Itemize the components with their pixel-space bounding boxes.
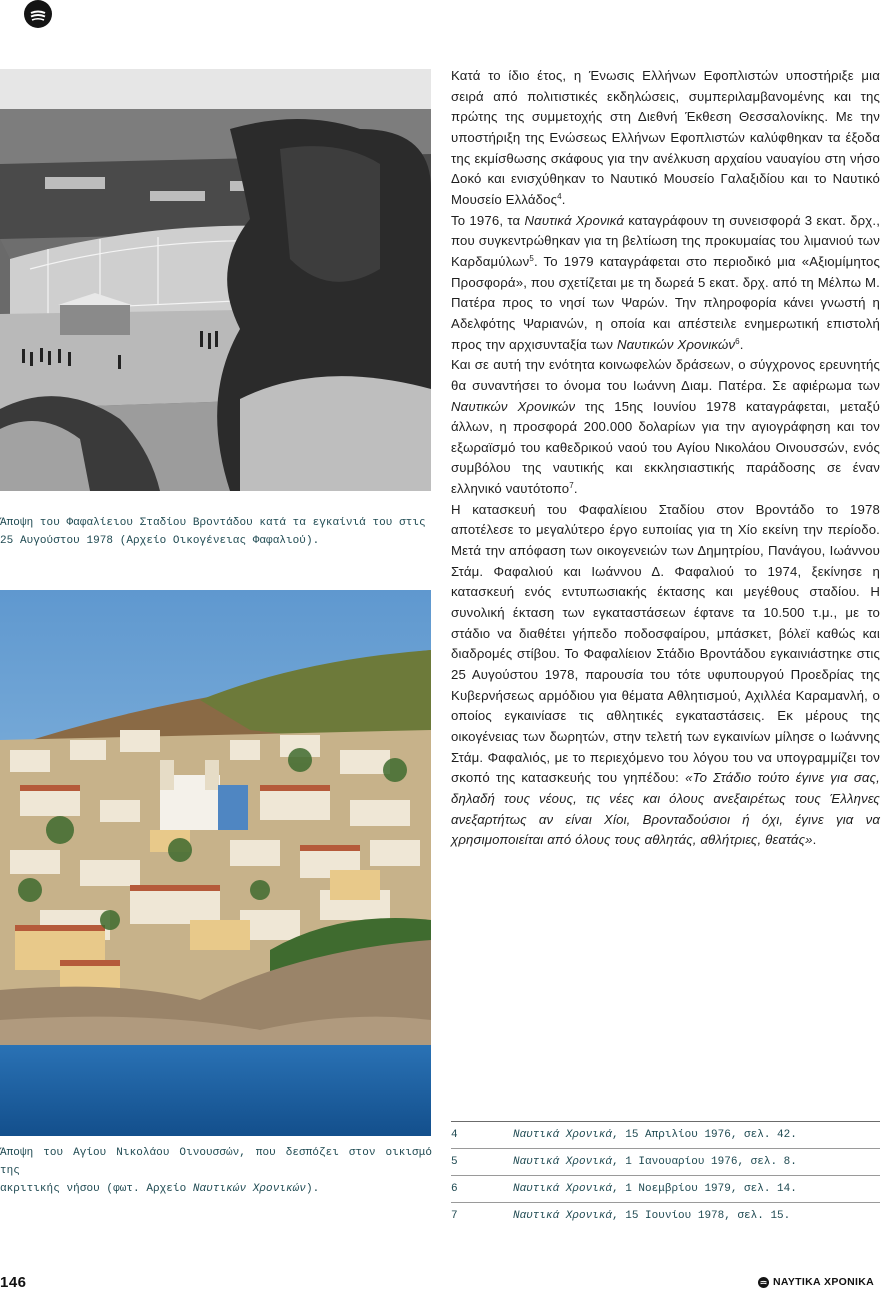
oinousses-caption-line2 [0, 1180, 432, 1198]
footnote-source: Ναυτικά Χρονικά [513, 1129, 613, 1141]
publication-name: ΝΑΥΤΙΚΑ ΧΡΟΝΙΚΑ [773, 1276, 874, 1288]
footnote-source: Ναυτικά Χρονικά [513, 1156, 613, 1168]
footnote-detail: , 1 Νοεμβρίου 1979, σελ. 14. [612, 1183, 797, 1195]
paragraph-4 [451, 500, 880, 851]
publication-brand [758, 1276, 874, 1288]
paragraph-text: Και σε αυτή την ενότητα κοινωφελών δράσεων, ο σύγχρονος ερευνητής θα συναντήσει το όνομα του Ιωάννη Διαμ. Πατέρα. Σε αφιέρωμα των [451, 357, 880, 393]
footnote-source: Ναυτικά Χρονικά [513, 1183, 613, 1195]
stadium-caption [0, 514, 432, 550]
article-body [451, 66, 880, 851]
paragraph-text: καταγράφουν τη συνεισφορά 3 εκατ. δρχ., που συγκεντρώθηκαν για τη βελτίωση της προκυμαίας του λιμανιού των Καρδαμύλων [451, 212, 881, 269]
caption-italic-source: Ναυτικών Χρονικών [192, 1183, 306, 1195]
page-number: 146 [0, 1274, 27, 1291]
stadium-photo [0, 69, 431, 491]
footnote-ref: 4 [557, 191, 562, 201]
paragraph-text: . [573, 481, 578, 497]
caption-text: ). [305, 1183, 320, 1195]
italic-quote: «Το Στάδιο τούτο έγινε για σας, δηλαδή τους νέους, τις νέες και όλους ανεξαιρέτως τους Έλληνες ανεξαρτήτως αν είναι Χίοι, Βρονταδούσιοι ή όχι, έγινε για να χρησιμοποιείται από όλους τους αθλητάς, αθλήτριες, θεατάς» [451, 770, 880, 848]
paragraph-text: της 15ης Ιουνίου 1978 καταγράφεται, μεταξύ άλλων, η προσφορά 200.000 δολαρίων για την αγιογράφηση και τον εξωραϊσμό του καθεδρικού ναού του Αγίου Νικολάου Οινουσσών, ενός συμβόλου της ναυτικής και εκκλησιαστικής παράδοσης σε έναν ελληνικό ναυτότοπο [451, 398, 880, 497]
footnote-row [451, 1149, 880, 1176]
paragraph-text: . [739, 336, 744, 352]
italic-title: Ναυτικών Χρονικών [451, 398, 576, 414]
paragraph-text: Κατά το ίδιο έτος, η Ένωσις Ελλήνων Εφοπλιστών υποστήριξε μια σειρά από πολιτιστικές εκδηλώσεις, συμπεριλαμβανομένης και της πρώτης της συμμετοχής στη Διεθνή Έκθεση Θεσσαλονίκης. Με την υποστήριξη της Ενώσεως Ελλήνων Εφοπλιστών καλύφθηκαν τα έξοδα της εκμίσθωσης σκάφους για την ανέλκυση αρχαίου ναυαγίου στη νήσο Δοκό και ενισχύθηκαν το Ναυτικό Μουσείο Γαλαξιδίου και το Ναυτικό Μουσείο Ελλάδος [451, 68, 880, 207]
footnote-source: Ναυτικά Χρονικά [513, 1210, 613, 1222]
italic-title: Ναυτικών Χρονικών [616, 336, 736, 352]
footnote-detail: , 15 Ιουνίου 1978, σελ. 15. [612, 1210, 791, 1222]
paragraph-3 [451, 355, 880, 500]
caption-text: ακριτικής νήσου (φωτ. Αρχείο [0, 1183, 193, 1195]
footnotes [451, 1121, 880, 1229]
ship-wave-icon [24, 0, 52, 28]
ship-wave-icon [758, 1277, 769, 1288]
oinousses-caption-line1: Άποψη του Αγίου Νικολάου Οινουσσών, που δεσπόζει στον οικισμό της [0, 1147, 432, 1177]
footnote-row [451, 1122, 880, 1149]
paragraph-text: Το 1976, τα [451, 212, 525, 228]
footnote-number: 7 [451, 1210, 458, 1222]
footnote-row [451, 1203, 880, 1229]
oinousses-caption [0, 1144, 432, 1198]
footnote-ref: 7 [569, 481, 574, 491]
footnote-ref: 5 [529, 253, 534, 263]
footnote-number: 5 [451, 1156, 458, 1168]
footnote-number: 6 [451, 1183, 458, 1195]
paragraph-text: Η κατασκευή του Φαφαλίειου Σταδίου στον Βροντάδο το 1978 αποτέλεσε το μεγαλύτερο έργο ευποιίας για τη Χίο εκείνη την περίοδο. Μετά την απόφαση των οικογενειών των Δημητρίου, Πανάγου, Ιωάννου Στάμ. Φαφαλιού και Ιωάννου Δ. Φαφαλιού το 1974, ξεκίνησε η κατασκευή ενός εντυπωσιακής έκτασης και μεγέθους σταδίου. Η συνολική έκταση των εγκαταστάσεων έφτανε τα 10.500 τ.μ., με το στάδιο να διαθέτει γήπεδο ποδοσφαίρου, μπάσκετ, βόλεϊ καθώς και διαδρομές στίβου. Το Φαφαλίειον Στάδιο Βροντάδου εγκαινιάστηκε στις 25 Αυγούστου 1978, παρουσία του τότε υφυπουργού Προεδρίας της Κυβερνήσεως αρμόδιου για θέματα Αθλητισμού, Αχιλλέα Καραμανλή, ο οποίος εγκαινίασε τις αθλητικές εγκαταστάσεις. Εκ μέρους της οικογένειας των δωρητών, στην τελετή των εγκαινίων μίλησε ο Ιωάννης Στάμ. Φαφαλιός, με το περιεχόμενο του λόγου του να υπογραμμίζει τον σκοπό της κατασκευής του γηπέδου: [451, 501, 880, 786]
paragraph-2 [451, 211, 880, 356]
stadium-caption-line1: Άποψη του Φαφαλίειου Σταδίου Βροντάδου κατά τα εγκαίνιά του στις [0, 517, 426, 529]
italic-title: Ναυτικά Χρονικά [524, 212, 625, 228]
paragraph-text: . [812, 832, 817, 848]
footnote-number: 4 [451, 1129, 458, 1141]
stadium-caption-line2: 25 Αυγούστου 1978 (Αρχείο Οικογένειας Φαφαλιού). [0, 535, 320, 547]
paragraph-text: . Το 1979 καταγράφεται στο περιοδικό μια «Αξιομίμητος Προσφορά», που σχετίζεται με τη δωρεά 5 εκατ. δρχ. από τη Μέλπω Μ. Πατέρα προς το νησί των Ψαρών. Την πληροφορία κάνει γνωστή η Αδελφότης Ψαριανών, η οποία και απέστειλε ενημερωτική επιστολή προς την αρχισυνταξία των [451, 253, 880, 352]
footnote-detail: , 1 Ιανουαρίου 1976, σελ. 8. [612, 1156, 797, 1168]
paragraph-1 [451, 66, 880, 211]
footnote-ref: 6 [735, 336, 740, 346]
footnote-detail: , 15 Απριλίου 1976, σελ. 42. [612, 1129, 797, 1141]
paragraph-text: . [561, 191, 566, 207]
footnote-row [451, 1176, 880, 1203]
oinousses-photo [0, 590, 431, 1136]
